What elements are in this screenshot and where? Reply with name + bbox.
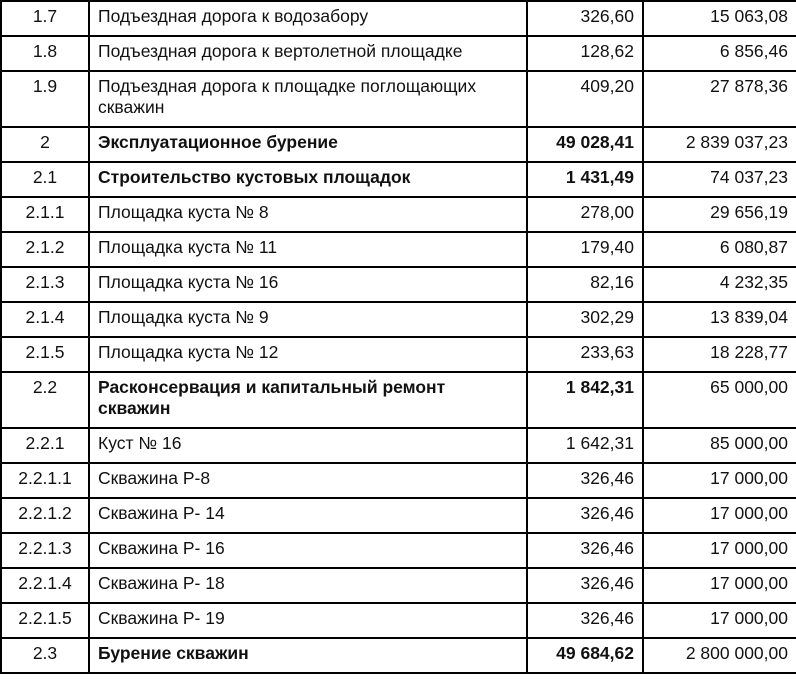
row-name: Подъездная дорога к площадке поглощающих скважин (89, 71, 527, 127)
row-number: 2.1.4 (1, 302, 89, 337)
row-value-1: 326,60 (527, 1, 643, 36)
row-value-1: 326,46 (527, 533, 643, 568)
row-value-2: 27 878,36 (643, 71, 796, 127)
row-name: Расконсервация и капитальный ремонт скважин (89, 372, 527, 428)
table-row (1, 162, 796, 197)
row-name: Подъездная дорога к вертолетной площадке (89, 36, 527, 71)
row-value-2: 17 000,00 (643, 463, 796, 498)
row-value-2: 15 063,08 (643, 1, 796, 36)
row-value-1: 326,46 (527, 568, 643, 603)
table-row (1, 267, 796, 302)
row-value-2: 6 856,46 (643, 36, 796, 71)
row-name: Скважина Р- 14 (89, 498, 527, 533)
row-value-2: 2 800 000,00 (643, 638, 796, 673)
row-number: 1.7 (1, 1, 89, 36)
row-number: 2.1.2 (1, 232, 89, 267)
row-value-2: 13 839,04 (643, 302, 796, 337)
table-row (1, 36, 796, 71)
row-value-1: 179,40 (527, 232, 643, 267)
row-name: Подъездная дорога к водозабору (89, 1, 527, 36)
table-row (1, 428, 796, 463)
table-row (1, 372, 796, 428)
table-row (1, 302, 796, 337)
row-value-1: 49 028,41 (527, 127, 643, 162)
row-value-2: 74 037,23 (643, 162, 796, 197)
table-row (1, 127, 796, 162)
row-value-1: 233,63 (527, 337, 643, 372)
row-value-2: 18 228,77 (643, 337, 796, 372)
row-number: 2 (1, 127, 89, 162)
row-name: Бурение скважин (89, 638, 527, 673)
row-value-2: 6 080,87 (643, 232, 796, 267)
row-name: Скважина Р-8 (89, 463, 527, 498)
row-value-2: 85 000,00 (643, 428, 796, 463)
table-row (1, 533, 796, 568)
row-name: Скважина Р- 19 (89, 603, 527, 638)
row-number: 2.1.5 (1, 337, 89, 372)
row-value-1: 409,20 (527, 71, 643, 127)
row-value-1: 326,46 (527, 463, 643, 498)
row-number: 2.2.1 (1, 428, 89, 463)
row-value-1: 1 431,49 (527, 162, 643, 197)
row-value-2: 65 000,00 (643, 372, 796, 428)
row-value-1: 302,29 (527, 302, 643, 337)
row-value-1: 1 642,31 (527, 428, 643, 463)
row-value-2: 17 000,00 (643, 603, 796, 638)
row-value-1: 128,62 (527, 36, 643, 71)
row-value-2: 4 232,35 (643, 267, 796, 302)
row-name: Скважина Р- 16 (89, 533, 527, 568)
table-row (1, 232, 796, 267)
row-number: 2.2.1.2 (1, 498, 89, 533)
row-value-1: 326,46 (527, 603, 643, 638)
cost-table-body (1, 1, 796, 673)
row-value-2: 29 656,19 (643, 197, 796, 232)
table-row (1, 498, 796, 533)
row-number: 2.2.1.5 (1, 603, 89, 638)
row-number: 2.2.1.4 (1, 568, 89, 603)
row-name: Площадка куста № 16 (89, 267, 527, 302)
table-row (1, 337, 796, 372)
row-number: 2.1.3 (1, 267, 89, 302)
table-row (1, 197, 796, 232)
table-row (1, 1, 796, 36)
row-value-2: 2 839 037,23 (643, 127, 796, 162)
table-row (1, 463, 796, 498)
row-value-2: 17 000,00 (643, 568, 796, 603)
row-number: 2.2.1.1 (1, 463, 89, 498)
row-name: Площадка куста № 11 (89, 232, 527, 267)
row-name: Площадка куста № 8 (89, 197, 527, 232)
row-number: 2.1 (1, 162, 89, 197)
table-row (1, 71, 796, 127)
row-number: 2.2.1.3 (1, 533, 89, 568)
row-name: Эксплуатационное бурение (89, 127, 527, 162)
row-name: Скважина Р- 18 (89, 568, 527, 603)
row-value-1: 278,00 (527, 197, 643, 232)
table-row (1, 603, 796, 638)
row-number: 1.8 (1, 36, 89, 71)
row-value-1: 49 684,62 (527, 638, 643, 673)
row-name: Куст № 16 (89, 428, 527, 463)
row-number: 1.9 (1, 71, 89, 127)
row-value-1: 326,46 (527, 498, 643, 533)
row-number: 2.1.1 (1, 197, 89, 232)
row-name: Строительство кустовых площадок (89, 162, 527, 197)
row-number: 2.3 (1, 638, 89, 673)
table-row (1, 638, 796, 673)
table-row (1, 568, 796, 603)
row-value-1: 1 842,31 (527, 372, 643, 428)
row-name: Площадка куста № 9 (89, 302, 527, 337)
row-value-1: 82,16 (527, 267, 643, 302)
row-number: 2.2 (1, 372, 89, 428)
row-name: Площадка куста № 12 (89, 337, 527, 372)
row-value-2: 17 000,00 (643, 533, 796, 568)
row-value-2: 17 000,00 (643, 498, 796, 533)
